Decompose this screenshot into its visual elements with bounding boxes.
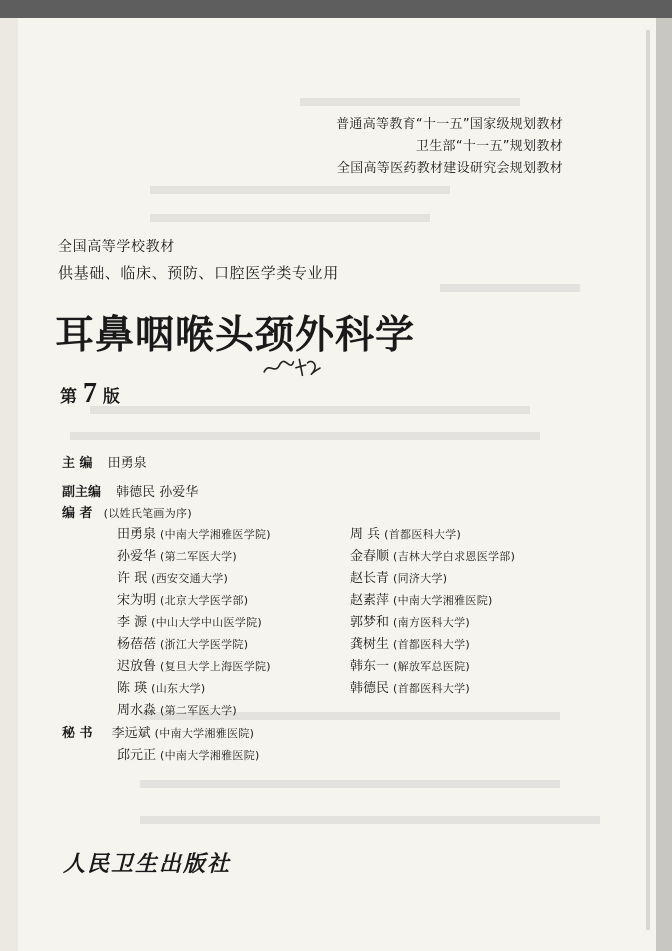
person-name: 邱元正 <box>117 748 157 763</box>
person-affiliation: (第二军医大学) <box>160 550 237 563</box>
person-name: 陈 瑛 <box>117 681 148 696</box>
role-label: 副主编 <box>62 485 102 500</box>
person-name: 龚树生 <box>350 637 390 652</box>
person-affiliation: (同济大学) <box>393 572 448 585</box>
editor-entry <box>350 677 470 696</box>
person-name: 郭梦和 <box>350 615 390 630</box>
person-name: 李 源 <box>117 615 148 630</box>
bleed-through <box>140 780 560 788</box>
handwritten-signature <box>261 354 323 385</box>
page-gutter <box>0 0 18 951</box>
editors-heading <box>62 502 192 521</box>
person-affiliation: (南方医科大学) <box>393 616 470 629</box>
deputy-editors <box>62 481 198 500</box>
person-name: 韩东一 <box>350 659 390 674</box>
person-affiliation: (西安交通大学) <box>151 572 229 585</box>
person-affiliation: (首都医科大学) <box>384 528 462 541</box>
person-affiliation: (山东大学) <box>151 682 206 695</box>
bleed-through <box>150 186 450 194</box>
person-affiliation: (中南大学湘雅医学院) <box>160 528 271 541</box>
person-name: 韩德民 <box>350 681 390 696</box>
plan-line: 全国高等医药教材建设研究会规划教材 <box>336 161 563 176</box>
bleed-through <box>150 214 430 222</box>
bleed-through <box>70 432 540 440</box>
person-affiliation: (中南大学湘雅医院) <box>393 594 493 607</box>
editor-entry <box>117 633 248 652</box>
person-affiliation: (第二军医大学) <box>160 704 237 717</box>
person-name: 杨蓓蓓 <box>117 637 157 652</box>
editor-entry <box>350 633 470 652</box>
scan-edge-line <box>646 30 650 930</box>
scanner-border <box>656 0 672 951</box>
plan-line: 普通高等教育“十一五”国家级规划教材 <box>336 117 563 132</box>
person-affiliation: (首都医科大学) <box>393 638 470 651</box>
usage-note: 供基础、临床、预防、口腔医学类专业用 <box>58 264 339 282</box>
role-label: 主 编 <box>62 456 93 471</box>
secretary-entry <box>117 744 260 763</box>
person-name: 赵素萍 <box>350 593 390 608</box>
editor-in-chief <box>62 452 147 471</box>
editor-entry <box>117 611 262 630</box>
person-affiliation: (中山大学中山医学院) <box>151 616 263 629</box>
secretary-entry <box>62 722 254 741</box>
book-title: 耳鼻咽喉头颈外科学 <box>55 312 416 358</box>
person-affiliation: (复旦大学上海医学院) <box>160 660 271 673</box>
person-names: 韩德民 孙爱华 <box>116 485 199 500</box>
person-affiliation: (解放军总医院) <box>393 660 470 673</box>
editor-entry <box>350 523 461 542</box>
person-affiliation: (北京大学医学部) <box>160 594 249 607</box>
publisher-logo: 人民卫生出版社 <box>63 851 232 877</box>
ordering-note: (以姓氏笔画为序) <box>103 507 192 520</box>
role-label: 秘 书 <box>62 726 93 741</box>
editor-entry <box>350 611 470 630</box>
editor-entry <box>350 655 470 674</box>
editor-entry <box>117 545 237 564</box>
person-name: 田勇泉 <box>107 456 147 471</box>
edition-label <box>60 378 120 410</box>
person-name: 宋为明 <box>117 593 157 608</box>
editor-entry <box>117 523 271 542</box>
editor-entry <box>117 699 237 718</box>
editor-entry <box>117 677 206 696</box>
person-name: 金春顺 <box>350 549 390 564</box>
role-label: 编 者 <box>62 506 93 521</box>
person-affiliation: (中南大学湘雅医院) <box>154 727 255 740</box>
bleed-through <box>440 284 580 292</box>
person-affiliation: (吉林大学白求恩医学部) <box>393 550 516 563</box>
person-name: 迟放鲁 <box>117 659 157 674</box>
scanner-top-border <box>0 0 672 18</box>
person-affiliation: (中南大学湘雅医院) <box>160 749 260 762</box>
person-name: 赵长青 <box>350 571 390 586</box>
editor-entry <box>350 589 493 608</box>
person-affiliation: (首都医科大学) <box>393 682 470 695</box>
series-name: 全国高等学校教材 <box>58 239 175 255</box>
plan-line: 卫生部“十一五”规划教材 <box>415 139 563 154</box>
bleed-through <box>90 406 530 414</box>
person-name: 李远斌 <box>111 726 151 741</box>
editor-entry <box>350 567 447 586</box>
editor-entry <box>117 567 228 586</box>
person-name: 孙爱华 <box>117 549 157 564</box>
signature-scribble <box>261 354 322 380</box>
editor-entry <box>350 545 515 564</box>
bleed-through <box>140 816 600 824</box>
person-name: 周 兵 <box>350 527 381 542</box>
edition-prefix: 第 <box>60 387 77 407</box>
person-name: 田勇泉 <box>117 527 157 542</box>
person-name: 周水淼 <box>117 703 157 718</box>
edition-suffix: 版 <box>102 387 120 407</box>
editor-entry <box>117 655 271 674</box>
editor-entry <box>117 589 248 608</box>
person-name: 许 珉 <box>117 571 148 586</box>
edition-number: 7 <box>82 378 97 409</box>
bleed-through <box>300 98 520 106</box>
person-affiliation: (浙江大学医学院) <box>160 638 249 651</box>
